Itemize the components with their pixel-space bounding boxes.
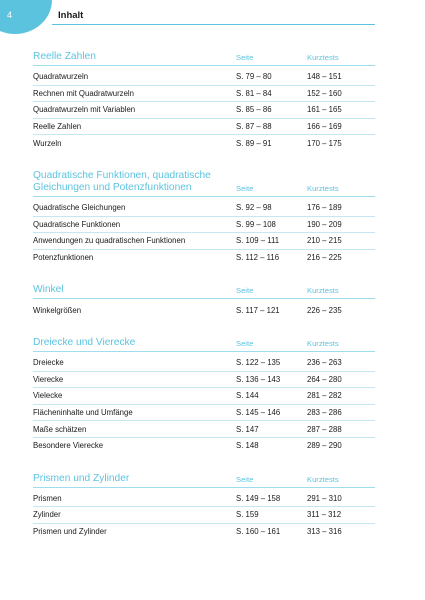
section-header (33, 337, 375, 352)
page-range: S. 79 – 80 (236, 72, 272, 82)
topic-label: Prismen und Zylinder (33, 526, 107, 536)
column-header-kurztests: Kurztests (307, 183, 339, 193)
toc-section (33, 337, 375, 454)
topic-label: Vielecke (33, 391, 63, 401)
topic-label: Zylinder (33, 510, 61, 520)
topic-label: Flächeninhalte und Umfänge (33, 408, 133, 418)
header-divider (52, 24, 375, 25)
kurztest-range: 170 – 175 (307, 138, 342, 148)
kurztest-range: 166 – 169 (307, 122, 342, 132)
page-range: S. 144 (236, 391, 259, 401)
toc-row (33, 524, 375, 540)
kurztest-range: 148 – 151 (307, 72, 342, 82)
column-header-kurztests: Kurztests (307, 474, 339, 484)
section-title: Quadratische Funktionen, quadratische Gleichungen und Potenzfunktionen (33, 169, 211, 193)
column-header-kurztests: Kurztests (307, 53, 339, 62)
page-title: Inhalt (58, 10, 84, 21)
topic-label: Reelle Zahlen (33, 122, 82, 132)
kurztest-range: 264 – 280 (307, 374, 342, 384)
section-header (33, 284, 375, 299)
kurztest-range: 190 – 209 (307, 219, 342, 229)
page-number: 4 (7, 10, 13, 20)
topic-label: Potenzfunktionen (33, 253, 94, 263)
page-range: S. 87 – 88 (236, 122, 272, 132)
toc-row (33, 491, 375, 508)
page-range: S. 145 – 146 (236, 408, 281, 418)
column-header-seite: Seite (236, 338, 254, 348)
toc-row (33, 250, 375, 266)
column-header-seite: Seite (236, 474, 254, 484)
column-header-seite: Seite (236, 183, 254, 193)
section-header (33, 473, 375, 488)
toc-section (33, 284, 375, 318)
toc-section (33, 170, 375, 265)
page-range: S. 147 (236, 424, 259, 434)
section-title: Prismen und Zylinder (33, 472, 130, 484)
page-range: S. 85 – 86 (236, 105, 272, 115)
topic-label: Besondere Vierecke (33, 441, 104, 451)
kurztest-range: 289 – 290 (307, 441, 342, 451)
page-range: S. 109 – 111 (236, 236, 280, 246)
kurztest-range: 216 – 225 (307, 253, 342, 263)
page-range: S. 89 – 91 (236, 138, 272, 148)
page-range: S. 159 (236, 510, 259, 520)
kurztest-range: 311 – 312 (307, 510, 342, 520)
kurztest-range: 281 – 282 (307, 391, 342, 401)
kurztest-range: 152 – 160 (307, 88, 342, 98)
topic-label: Wurzeln (33, 138, 62, 148)
topic-label: Rechnen mit Quadratwurzeln (33, 88, 134, 98)
page-range: S. 112 – 116 (236, 253, 280, 263)
section-title: Reelle Zahlen (33, 51, 96, 62)
column-header-seite: Seite (236, 53, 254, 62)
section-title: Dreiecke und Vierecke (33, 336, 136, 348)
topic-label: Prismen (33, 493, 62, 503)
column-header-kurztests: Kurztests (307, 338, 339, 348)
page-range: S. 122 – 135 (236, 358, 281, 368)
toc-row (33, 135, 375, 151)
topic-label: Quadratwurzeln mit Variablen (33, 105, 136, 115)
kurztest-range: 287 – 288 (307, 424, 342, 434)
toc-row (33, 200, 375, 217)
topic-label: Dreiecke (33, 358, 64, 368)
kurztest-range: 176 – 189 (307, 203, 342, 213)
section-title: Winkel (33, 284, 64, 296)
kurztest-range: 236 – 263 (307, 358, 342, 368)
topic-label: Maße schätzen (33, 424, 87, 434)
page-range: S. 136 – 143 (236, 374, 281, 384)
table-of-contents (33, 51, 375, 558)
column-header-kurztests: Kurztests (307, 286, 339, 296)
page-range: S. 148 (236, 441, 259, 451)
toc-row (33, 405, 375, 422)
topic-label: Anwendungen zu quadratischen Funktionen (33, 236, 186, 246)
toc-row (33, 421, 375, 438)
section-header (33, 51, 375, 66)
kurztest-range: 291 – 310 (307, 493, 342, 503)
toc-row (33, 119, 375, 136)
toc-row (33, 388, 375, 405)
kurztest-range: 283 – 286 (307, 408, 342, 418)
page-range: S. 81 – 84 (236, 88, 272, 98)
topic-label: Quadratische Funktionen (33, 219, 121, 229)
toc-row (33, 69, 375, 86)
toc-row (33, 507, 375, 524)
toc-section (33, 473, 375, 540)
toc-row (33, 86, 375, 103)
topic-label: Vierecke (33, 374, 64, 384)
kurztest-range: 226 – 235 (307, 305, 342, 315)
section-header (33, 170, 375, 197)
toc-row (33, 233, 375, 250)
toc-row (33, 302, 375, 318)
page-range: S. 160 – 161 (236, 526, 281, 536)
topic-label: Quadratische Gleichungen (33, 203, 126, 213)
toc-row (33, 102, 375, 119)
page-range: S. 117 – 121 (236, 305, 280, 315)
toc-section (33, 51, 375, 151)
toc-row (33, 355, 375, 372)
kurztest-range: 210 – 215 (307, 236, 342, 246)
toc-row (33, 438, 375, 454)
column-header-seite: Seite (236, 286, 254, 296)
kurztest-range: 161 – 165 (307, 105, 342, 115)
toc-row (33, 217, 375, 234)
topic-label: Quadratwurzeln (33, 72, 89, 82)
kurztest-range: 313 – 316 (307, 526, 342, 536)
page-range: S. 149 – 158 (236, 493, 281, 503)
page-range: S. 92 – 98 (236, 203, 272, 213)
page-range: S. 99 – 108 (236, 219, 276, 229)
toc-row (33, 372, 375, 389)
topic-label: Winkelgrößen (33, 305, 82, 315)
